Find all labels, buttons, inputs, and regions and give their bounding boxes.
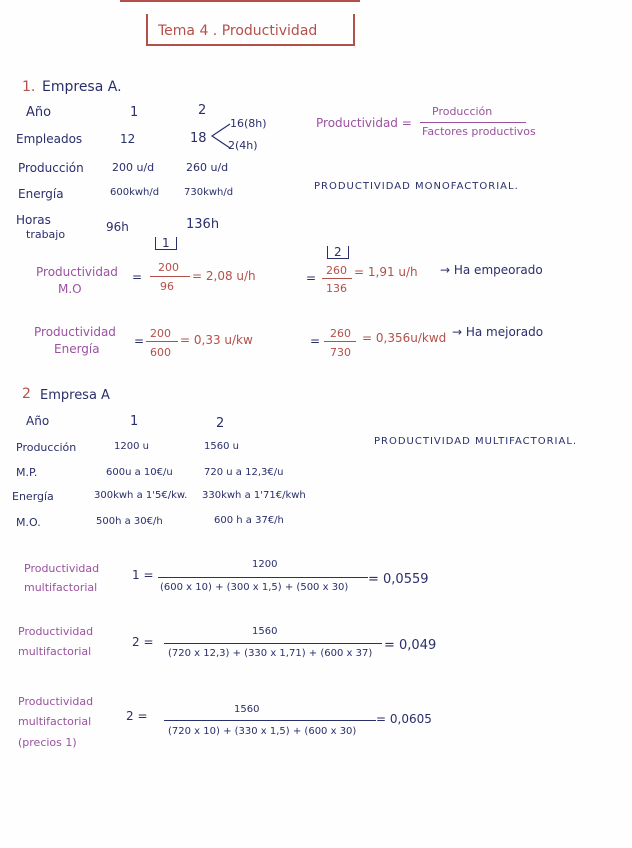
section-1-number: 1. — [22, 79, 36, 95]
pen-num: 200 — [150, 327, 171, 340]
year-1-box: 1 — [155, 237, 177, 250]
pen-eq: = — [134, 334, 145, 348]
m1-result: = 0,0559 — [368, 572, 429, 587]
m1-bar — [158, 577, 368, 578]
row-empleados-v2a: 16(8h) — [230, 117, 267, 130]
pmo-bar-2 — [322, 278, 352, 279]
row-energia-v2: 730kwh/d — [184, 187, 234, 198]
mono-heading: PRODUCTIVIDAD MONOFACTORIAL. — [314, 181, 519, 192]
s2-produccion-label: Producción — [16, 441, 77, 454]
pmo-eq: = — [132, 270, 143, 284]
pen-result: = 0,33 u/kw — [180, 333, 253, 347]
s2-mo-label: M.O. — [16, 516, 41, 529]
pen-den: 600 — [150, 346, 171, 359]
m3-label-1: Productividad — [18, 695, 94, 708]
row-empleados-v2b: 2(4h) — [228, 139, 258, 152]
pmo-note: → Ha empeorado — [440, 263, 543, 277]
pmo-result: = 2,08 u/h — [192, 269, 256, 283]
m3-index: 2 = — [126, 709, 148, 723]
s2-mo-v1: 500h a 30€/h — [96, 516, 163, 527]
page-title: Tema 4 . Productividad — [158, 23, 318, 39]
row-horas-label-2: trabajo — [26, 228, 66, 241]
pmo-label-1: Productividad — [36, 265, 118, 279]
pmo-result-2: = 1,91 u/h — [354, 265, 418, 279]
pen-den-2: 730 — [330, 346, 351, 359]
m1-index: 1 = — [132, 568, 154, 582]
multi-heading: PRODUCTIVIDAD MULTIFACTORIAL. — [374, 436, 578, 447]
pen-note: → Ha mejorado — [452, 325, 544, 339]
s2-mp-label: M.P. — [16, 466, 38, 479]
row-anio-v1: 1 — [130, 105, 139, 120]
pmo-eq-2: = — [306, 271, 317, 285]
pmo-label-2: M.O — [58, 282, 82, 296]
pen-bar-2 — [324, 341, 356, 342]
pen-bar — [146, 341, 178, 342]
formula-num: Producción — [432, 105, 493, 118]
m2-num: 1560 — [252, 626, 278, 637]
row-horas-v2: 136h — [186, 217, 220, 232]
section-2-number: 2 — [22, 386, 31, 402]
m3-num: 1560 — [234, 704, 260, 715]
row-horas-v1: 96h — [106, 220, 129, 234]
m2-result: = 0,049 — [384, 638, 437, 653]
pen-result-2: = 0,356u/kwd — [362, 331, 447, 345]
top-rule — [120, 0, 360, 2]
row-energia-v1: 600kwh/d — [110, 187, 160, 198]
row-empleados-v2: 18 — [190, 131, 207, 146]
m1-label-1: Productividad — [24, 562, 100, 575]
pmo-num-2: 260 — [326, 264, 347, 277]
row-produccion-label: Producción — [18, 161, 84, 175]
pen-num-2: 260 — [330, 327, 351, 340]
m3-bar — [164, 720, 376, 721]
pmo-den: 96 — [160, 280, 174, 293]
pmo-bar — [150, 276, 190, 277]
pen-eq-2: = — [310, 334, 321, 348]
section-2-heading: Empresa A — [40, 388, 110, 403]
s2-energia-v1: 300kwh a 1'5€/kw. — [94, 490, 188, 501]
section-1-heading: Empresa A. — [42, 79, 122, 95]
s2-produccion-v2: 1560 u — [204, 441, 239, 452]
s2-energia-label: Energía — [12, 490, 54, 503]
s2-anio-label: Año — [26, 414, 50, 428]
row-empleados-label: Empleados — [16, 132, 83, 146]
pmo-den-2: 136 — [326, 282, 347, 295]
m2-index: 2 = — [132, 635, 154, 649]
m3-result: = 0,0605 — [376, 712, 432, 726]
m2-den: (720 x 12,3) + (330 x 1,71) + (600 x 37) — [168, 648, 373, 659]
formula-den: Factores productivos — [422, 125, 536, 138]
pen-label-1: Productividad — [34, 325, 116, 339]
m3-den: (720 x 10) + (330 x 1,5) + (600 x 30) — [168, 726, 357, 737]
m1-den: (600 x 10) + (300 x 1,5) + (500 x 30) — [160, 582, 349, 593]
s2-energia-v2: 330kwh a 1'71€/kwh — [202, 490, 306, 501]
row-produccion-v2: 260 u/d — [186, 161, 229, 174]
s2-mp-v1: 600u a 10€/u — [106, 467, 173, 478]
pen-label-2: Energía — [54, 342, 100, 356]
m1-label-2: multifactorial — [24, 581, 98, 594]
row-produccion-v1: 200 u/d — [112, 161, 155, 174]
row-anio-label: Año — [26, 105, 52, 120]
s2-mp-v2: 720 u a 12,3€/u — [204, 467, 284, 478]
m2-label-2: multifactorial — [18, 645, 92, 658]
s2-mo-v2: 600 h a 37€/h — [214, 515, 284, 526]
pmo-num: 200 — [158, 261, 179, 274]
row-energia-label: Energía — [18, 187, 64, 201]
m2-bar — [164, 643, 382, 644]
s2-anio-v1: 1 — [130, 414, 139, 429]
row-anio-v2: 2 — [198, 103, 207, 118]
row-empleados-v1: 12 — [120, 132, 136, 146]
year-2-box: 2 — [327, 246, 349, 259]
m1-num: 1200 — [252, 559, 278, 570]
formula-lhs: Productividad = — [316, 116, 412, 130]
s2-anio-v2: 2 — [216, 416, 225, 431]
row-horas-label-1: Horas — [16, 213, 51, 227]
m2-label-1: Productividad — [18, 625, 94, 638]
formula-bar — [420, 122, 526, 123]
s2-produccion-v1: 1200 u — [114, 441, 149, 452]
m3-label-3: (precios 1) — [18, 736, 77, 749]
m3-label-2: multifactorial — [18, 715, 92, 728]
